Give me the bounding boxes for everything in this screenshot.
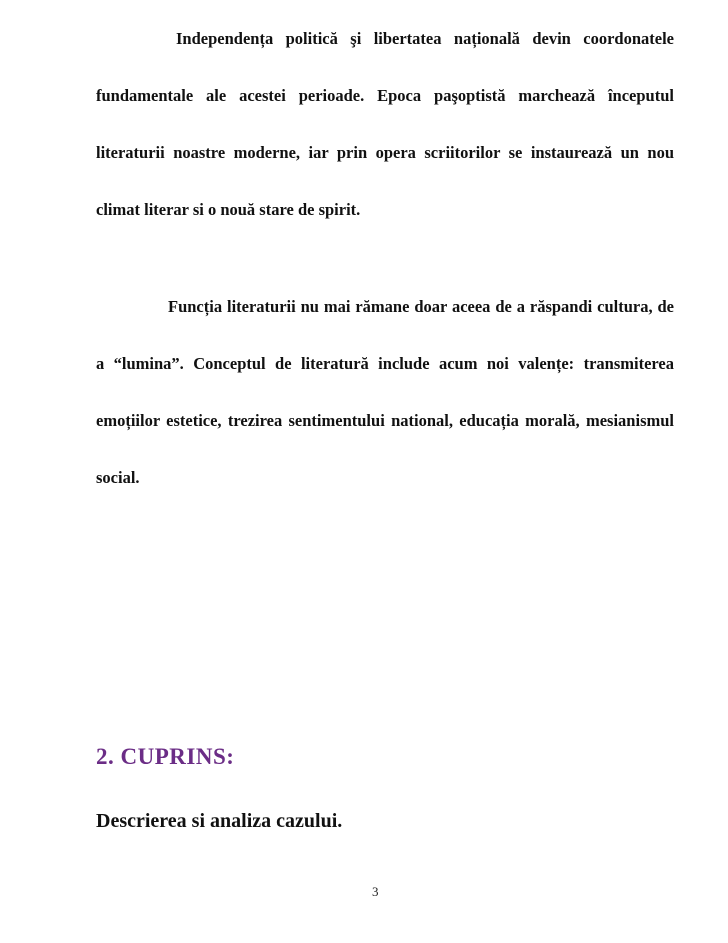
section-subheading: Descrierea si analiza cazului. — [96, 810, 343, 832]
paragraph-independence: Independența politică şi libertatea națională devin coordonatele fundamentale ale acestei perioade. Epoca paşoptistă marchează începutul literaturii noastre moderne, iar prin opera scriitorilor se instaurează un nou climat literar si o nouă stare de spirit. — [96, 29, 674, 219]
section-heading: 2. CUPRINS: — [96, 744, 235, 769]
page-number: 3 — [372, 884, 379, 899]
paragraph-literature-function: Funcția literaturii nu mai rămane doar aceea de a răspandi cultura, de a “lumina”. Conceptul de literatură include acum noi valențe: transmiterea emoțiilor estetice, trezirea sentimentului national, educația morală, mesianismul social. — [96, 297, 674, 487]
